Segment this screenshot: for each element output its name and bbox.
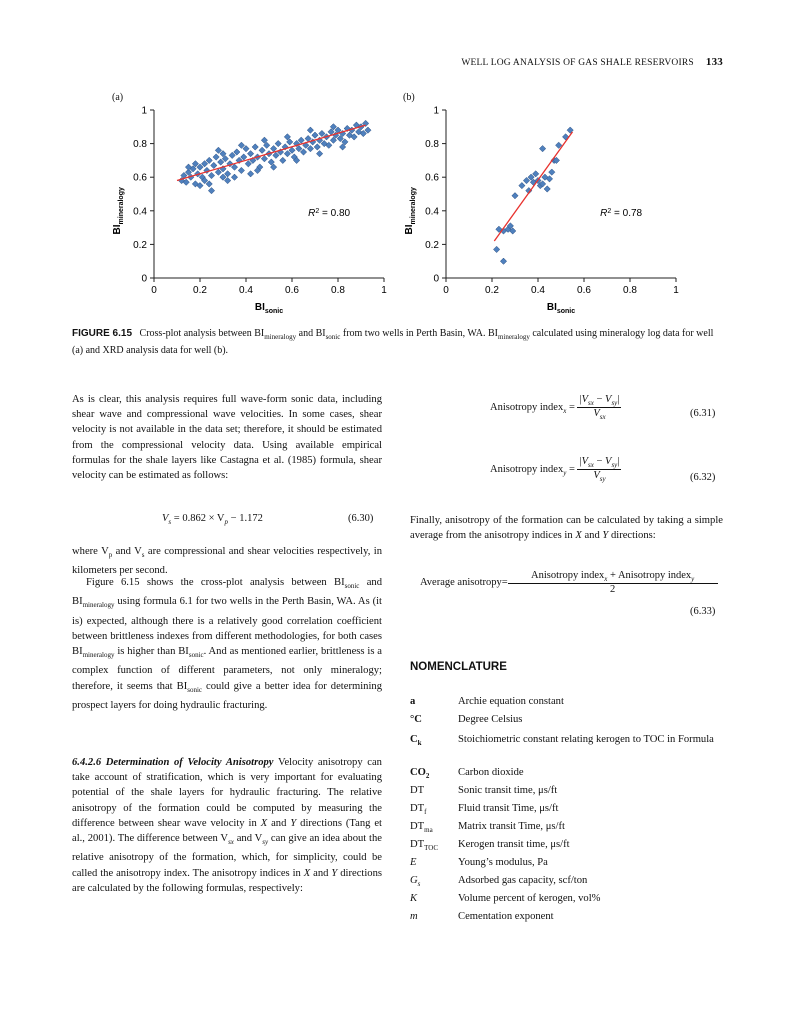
y-axis-label: $BI_{mineralogy}$ bbox=[404, 187, 417, 235]
data-point bbox=[247, 150, 253, 156]
text: where V bbox=[72, 546, 109, 557]
x-tick-label: 0.8 bbox=[623, 285, 637, 296]
text: is higher than BI bbox=[114, 646, 189, 658]
eq-text: 2 bbox=[610, 584, 616, 596]
y-tick-label: 0 bbox=[141, 273, 147, 285]
caption-text: from two wells in Perth Basin, WA. BI bbox=[340, 328, 498, 339]
x-tick-label: 1 bbox=[381, 285, 387, 296]
panel-b-label: (b) bbox=[403, 92, 415, 103]
chart-a bbox=[100, 100, 400, 318]
nom-definition: Volume percent of kerogen, vol% bbox=[458, 893, 601, 904]
x-tick-label: 1 bbox=[673, 285, 679, 296]
nom-symbol: E bbox=[410, 857, 417, 868]
data-point bbox=[208, 187, 214, 193]
text: and V bbox=[233, 833, 263, 845]
text: and bbox=[310, 867, 332, 879]
nom-symbol: K bbox=[410, 893, 418, 904]
x-tick-label: 0.2 bbox=[485, 285, 499, 296]
text: and V bbox=[112, 546, 142, 557]
caption-text: and BI bbox=[296, 328, 326, 339]
text: and bbox=[581, 530, 603, 542]
nomenclature-list: a Archie equation constant °C Degree Celsius $C_k$ Stoichiometric constant relating kerogen to TOC in Formula $CO_2$ Carbon dioxide DT Sonic transit time, μs/ft $DT_f$ Fluid transit Time, μs/ft $DT_{ma}$ Matrix transit Time, μs/ft $DT_{TOC}$ Kerogen transit time, μs/ft E Young’s modulus, Pa $G_s$ Adsorbed gas capacity, scf/ton K Volume percent of kerogen, vol% m Cementation exponent bbox=[410, 694, 726, 934]
panel-a-label: (a) bbox=[112, 92, 124, 103]
text: . And as mentioned earlier, brittleness is a complex function of different parameters, not only mineralogy; therefore, it seems that BI bbox=[72, 646, 382, 692]
list-item: $C_k$ Stoichiometric constant relating kerogen to TOC in Formula bbox=[410, 732, 726, 764]
trend-line bbox=[177, 125, 366, 180]
eq-text: + Anisotropy index bbox=[607, 570, 692, 581]
equation-number-6-31: (6.31) bbox=[690, 408, 716, 419]
data-point bbox=[247, 171, 253, 177]
data-point bbox=[512, 192, 518, 198]
nom-symbol: G bbox=[410, 875, 418, 886]
data-point bbox=[549, 169, 555, 175]
x-tick-label: 0.2 bbox=[193, 285, 207, 296]
data-point bbox=[213, 154, 219, 160]
y-tick-label: 0.2 bbox=[133, 239, 147, 251]
nom-symbol: DT bbox=[410, 803, 425, 814]
r-squared-label: $R^2 = 0.80$ bbox=[308, 207, 351, 219]
eq-text: Anisotropy index bbox=[490, 464, 564, 475]
x-axis-label: $BI_{sonic}$ bbox=[546, 302, 576, 315]
nomenclature-heading: NOMENCLATURE bbox=[410, 661, 507, 673]
x-tick-label: 0.4 bbox=[531, 285, 545, 296]
y-tick-label: 0.8 bbox=[425, 139, 439, 151]
data-point bbox=[544, 186, 550, 192]
text: Figure 6.15 shows the cross-plot analysis between BI bbox=[86, 577, 345, 588]
caption-text: calculated using mineralogy log data for well (a) and XRD analysis data for well (b). bbox=[72, 328, 714, 356]
eq-text: Anisotropy index bbox=[531, 570, 605, 581]
chart-b bbox=[392, 100, 692, 318]
y-tick-label: 0.8 bbox=[133, 139, 147, 151]
data-point bbox=[519, 182, 525, 188]
text: are compressional and shear velocities respectively, in kilometers per second. bbox=[72, 546, 382, 577]
y-tick-label: 0 bbox=[433, 273, 439, 285]
paragraph-average: Finally, anisotropy of the formation can be calculated by taking a simple average from the anisotropy indices in X and Y directions: bbox=[410, 515, 723, 542]
x-tick-label: 0.4 bbox=[239, 285, 253, 296]
nom-symbol: CO bbox=[410, 767, 426, 778]
paragraph-intro: As is clear, this analysis requires full wave-form sonic data, including shear wave and compressional wave velocities. In some cases, shear velocity is not available in the data set; therefore, it should be estimated from the compressional velocity data. Using available empirical formulas for the shale layers like Castagna et al. (1985) formula, shear velocity can be estimated as follows: bbox=[72, 394, 382, 482]
text: Finally, anisotropy of the formation can be calculated by taking a simple average from the anisotropy indices in bbox=[410, 515, 723, 542]
x-tick-label: 0.8 bbox=[331, 285, 345, 296]
y-tick-label: 1 bbox=[141, 105, 147, 117]
text: can give an idea about the relative anisotropy of the formation, which, for simplicity, could be called the anisotropy index. The anisotropy indices in bbox=[72, 833, 382, 879]
page-number: 133 bbox=[705, 56, 723, 68]
x-tick-label: 0.6 bbox=[577, 285, 591, 296]
nom-symbol: a bbox=[410, 696, 416, 707]
nom-definition: Matrix transit Time, μs/ft bbox=[458, 821, 565, 832]
equation-6-30: $V_s = 0.862 \times V_p - 1.172$ bbox=[162, 513, 263, 527]
x-tick-label: 0 bbox=[443, 285, 449, 296]
x-axis-label: $BI_{sonic}$ bbox=[254, 302, 284, 315]
chart-a-plot bbox=[112, 106, 387, 316]
y-axis-label: $BI_{mineralogy}$ bbox=[112, 187, 125, 235]
nom-definition: Fluid transit Time, μs/ft bbox=[458, 803, 559, 814]
nom-definition: Stoichiometric constant relating kerogen to TOC in Formula bbox=[458, 734, 714, 745]
running-title: WELL LOG ANALYSIS OF GAS SHALE RESERVOIRS bbox=[461, 58, 694, 68]
eq-text: = 0.862 × V bbox=[173, 513, 225, 524]
figure-caption bbox=[72, 327, 724, 357]
chart-b-plot bbox=[404, 106, 679, 316]
nom-symbol: m bbox=[410, 911, 418, 922]
text: and bbox=[267, 817, 291, 829]
data-point bbox=[259, 147, 265, 153]
section-heading: 6.4.2.6 Determination of Velocity Anisotropy bbox=[72, 757, 274, 768]
y-tick-label: 0.2 bbox=[425, 239, 439, 251]
equation-6-31: Anisotropy index$_x$ = $\frac{|V_{sx} - V_{sy}|}{V_{sx}}$ bbox=[490, 394, 620, 422]
data-point bbox=[312, 132, 318, 138]
equation-number-6-33: (6.33) bbox=[690, 606, 716, 617]
text: directions (Tang et al., 2001). The difference between V bbox=[72, 817, 382, 845]
text: could give a better idea for determining prospect layers for doing hydraulic fracturing. bbox=[72, 680, 382, 711]
section-velocity-anisotropy: 6.4.2.6 Determination of Velocity Anisotropy Velocity anisotropy can take account of stratification, which is very important for evaluating potential of the shale layers for hydraulic fracturing. The relative anisotropy of the formation could be computed by measuring the difference between shear wave velocity in X and Y directions (Tang et al., 2001). The difference between $V_{sx}$ and $V_{sy}$ can give an idea about the relative anisotropy of the formation, which, for simplicity, could be called the anisotropy index. The anisotropy indices in X and Y directions are calculated by the following formulas, respectively: bbox=[72, 757, 382, 894]
x-tick-label: 0.6 bbox=[285, 285, 299, 296]
data-point bbox=[252, 144, 258, 150]
text: Velocity anisotropy can take account of stratification, which is very important for evaluating potential of the shale layers for hydraulic fracturing. The relative anisotropy of the formation could be computed by measuring the difference between shear wave velocity in bbox=[72, 757, 382, 829]
nom-symbol: °C bbox=[410, 714, 422, 725]
eq-text: Average anisotropy= bbox=[420, 576, 508, 588]
data-point bbox=[307, 127, 313, 133]
nom-definition: Carbon dioxide bbox=[458, 767, 524, 778]
data-point bbox=[261, 156, 267, 162]
text: and BI bbox=[72, 577, 382, 608]
caption-text: Cross-plot analysis between BI bbox=[139, 328, 265, 339]
caption-sub: mineralogy bbox=[497, 333, 530, 341]
data-point bbox=[238, 167, 244, 173]
eq-text: − 1.172 bbox=[228, 513, 263, 524]
equation-number-6-32: (6.32) bbox=[690, 472, 716, 483]
running-header bbox=[461, 56, 723, 68]
y-tick-label: 0.6 bbox=[425, 172, 439, 184]
nom-symbol: DT bbox=[410, 839, 425, 850]
nom-symbol: C bbox=[410, 734, 418, 745]
text: directions are calculated by the following formulas, respectively: bbox=[72, 867, 382, 894]
text: using formula 6.1 for two wells in the Perth Basin, WA. As (it is) expected, although there is a relatively good correlation coefficient between brittleness indexes from different methodologies, for both cases BI bbox=[72, 596, 382, 658]
r-squared-label: $R^2 = 0.78$ bbox=[600, 207, 643, 219]
nom-definition: Archie equation constant bbox=[458, 696, 564, 707]
caption-sub: sonic bbox=[325, 333, 341, 341]
equation-6-33: Average anisotropy= $\frac{Anisotropy index_x + Anisotropy index_y}{2}$ bbox=[420, 570, 718, 595]
caption-sub: mineralogy bbox=[264, 333, 297, 341]
nom-definition: Degree Celsius bbox=[458, 714, 523, 725]
data-point bbox=[316, 150, 322, 156]
nom-definition: Cementation exponent bbox=[458, 911, 554, 922]
trend-line bbox=[494, 132, 572, 241]
nom-definition: Young’s modulus, Pa bbox=[458, 857, 548, 868]
nom-definition: Sonic transit time, μs/ft bbox=[458, 785, 558, 796]
nom-symbol: DT bbox=[410, 785, 425, 796]
data-point bbox=[314, 144, 320, 150]
text: directions: bbox=[608, 530, 656, 542]
y-tick-label: 0.4 bbox=[425, 206, 439, 218]
caption-label: FIGURE 6.15 bbox=[72, 328, 133, 339]
equation-6-32: Anisotropy index$_y$ = $\frac{|V_{sx} - V_{sy}|}{V_{sy}}$ bbox=[490, 456, 620, 484]
nom-definition: Kerogen transit time, μs/ft bbox=[458, 839, 570, 850]
data-point bbox=[211, 162, 217, 168]
data-point bbox=[280, 157, 286, 163]
nom-definition: Adsorbed gas capacity, scf/ton bbox=[458, 875, 588, 886]
x-tick-label: 0 bbox=[151, 285, 157, 296]
eq-text: Anisotropy index bbox=[490, 402, 564, 413]
paragraph-where: where $V_p$ and $V_s$ are compressional and shear velocities respectively, in kilometers per second. bbox=[72, 546, 382, 577]
equation-number-6-30: (6.30) bbox=[348, 513, 374, 524]
data-point bbox=[539, 145, 545, 151]
nom-symbol: DT bbox=[410, 821, 425, 832]
y-tick-label: 0.6 bbox=[133, 172, 147, 184]
data-point bbox=[493, 246, 499, 252]
paragraph-figure-discussion: Figure 6.15 shows the cross-plot analysis between $BI_{sonic}$ and $BI_{mineralogy}$ using formula 6.1 for two wells in the Perth Basin, WA. As (it is) expected, although there is a relatively good correlation coefficient between brittleness indexes from different methodologies, for both cases $BI_{mineralogy}$ is higher than $BI_{sonic}$. And as mentioned earlier, brittleness is a complex function of different parameters, not only mineralogy; therefore, it seems that $BI_{sonic}$ could give a better idea for determining prospect layers for doing hydraulic fracturing. bbox=[72, 577, 382, 711]
y-tick-label: 1 bbox=[433, 105, 439, 117]
y-tick-label: 0.4 bbox=[133, 206, 147, 218]
data-point bbox=[275, 140, 281, 146]
data-point bbox=[231, 174, 237, 180]
data-point bbox=[500, 258, 506, 264]
data-point bbox=[208, 172, 214, 178]
